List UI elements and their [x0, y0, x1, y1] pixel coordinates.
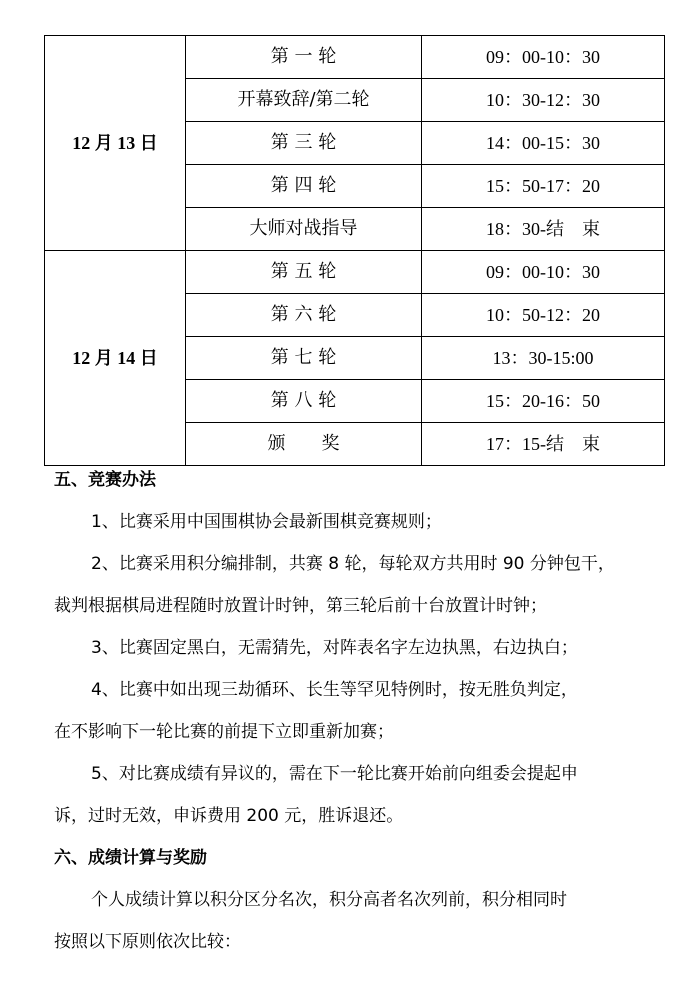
- section-five-heading: 五、竞赛办法: [54, 470, 156, 490]
- table-row: [45, 251, 665, 294]
- table-row: [45, 36, 665, 79]
- time-cell: 10：30-12：30: [422, 79, 665, 122]
- section-six-paragraph-line-2: 按照以下原则依次比较：: [54, 932, 241, 952]
- rule-item-5-line-2: 诉，过时无效，申诉费用 200 元，胜诉退还。: [54, 806, 404, 826]
- round-cell: 大师对战指导: [186, 208, 422, 251]
- round-cell: 开幕致辞/第二轮: [186, 79, 422, 122]
- rule-item-1: 1、比赛采用中国围棋协会最新围棋竞赛规则；: [91, 512, 442, 532]
- round-cell: 第 四 轮: [186, 165, 422, 208]
- time-cell: 13：30-15:00: [422, 337, 665, 380]
- round-cell: 第 三 轮: [186, 122, 422, 165]
- time-cell: 09：00-10：30: [422, 36, 665, 79]
- round-cell: 第 一 轮: [186, 36, 422, 79]
- time-cell: 09：00-10：30: [422, 251, 665, 294]
- time-cell: 18：30-结 束: [422, 208, 665, 251]
- round-cell: 第 六 轮: [186, 294, 422, 337]
- time-cell: 15：20-16：50: [422, 380, 665, 423]
- time-cell: 17：15-结 束: [422, 423, 665, 466]
- round-cell: 第 五 轮: [186, 251, 422, 294]
- rule-item-4-line-1: 4、比赛中如出现三劫循环、长生等罕见特例时，按无胜负判定，: [91, 680, 578, 700]
- rule-item-5-line-1: 5、对比赛成绩有异议的，需在下一轮比赛开始前向组委会提起申: [91, 764, 578, 784]
- rule-item-2-line-2: 裁判根据棋局进程随时放置计时钟，第三轮后前十台放置计时钟；: [54, 596, 547, 616]
- date-cell: 12 月 13 日: [45, 36, 186, 251]
- time-cell: 14：00-15：30: [422, 122, 665, 165]
- schedule-table: [44, 35, 665, 466]
- section-six-paragraph-line-1: 个人成绩计算以积分区分名次，积分高者名次列前，积分相同时: [91, 890, 567, 910]
- rule-item-4-line-2: 在不影响下一轮比赛的前提下立即重新加赛；: [54, 722, 394, 742]
- date-cell: 12 月 14 日: [45, 251, 186, 466]
- round-cell: 第 七 轮: [186, 337, 422, 380]
- round-cell: 第 八 轮: [186, 380, 422, 423]
- rule-item-2-line-1: 2、比赛采用积分编排制，共赛 8 轮，每轮双方共用时 90 分钟包干，: [91, 554, 615, 574]
- round-cell: 颁 奖: [186, 423, 422, 466]
- section-six-heading: 六、成绩计算与奖励: [54, 848, 207, 868]
- time-cell: 15：50-17：20: [422, 165, 665, 208]
- time-cell: 10：50-12：20: [422, 294, 665, 337]
- rule-item-3: 3、比赛固定黑白，无需猜先，对阵表名字左边执黑，右边执白；: [91, 638, 578, 658]
